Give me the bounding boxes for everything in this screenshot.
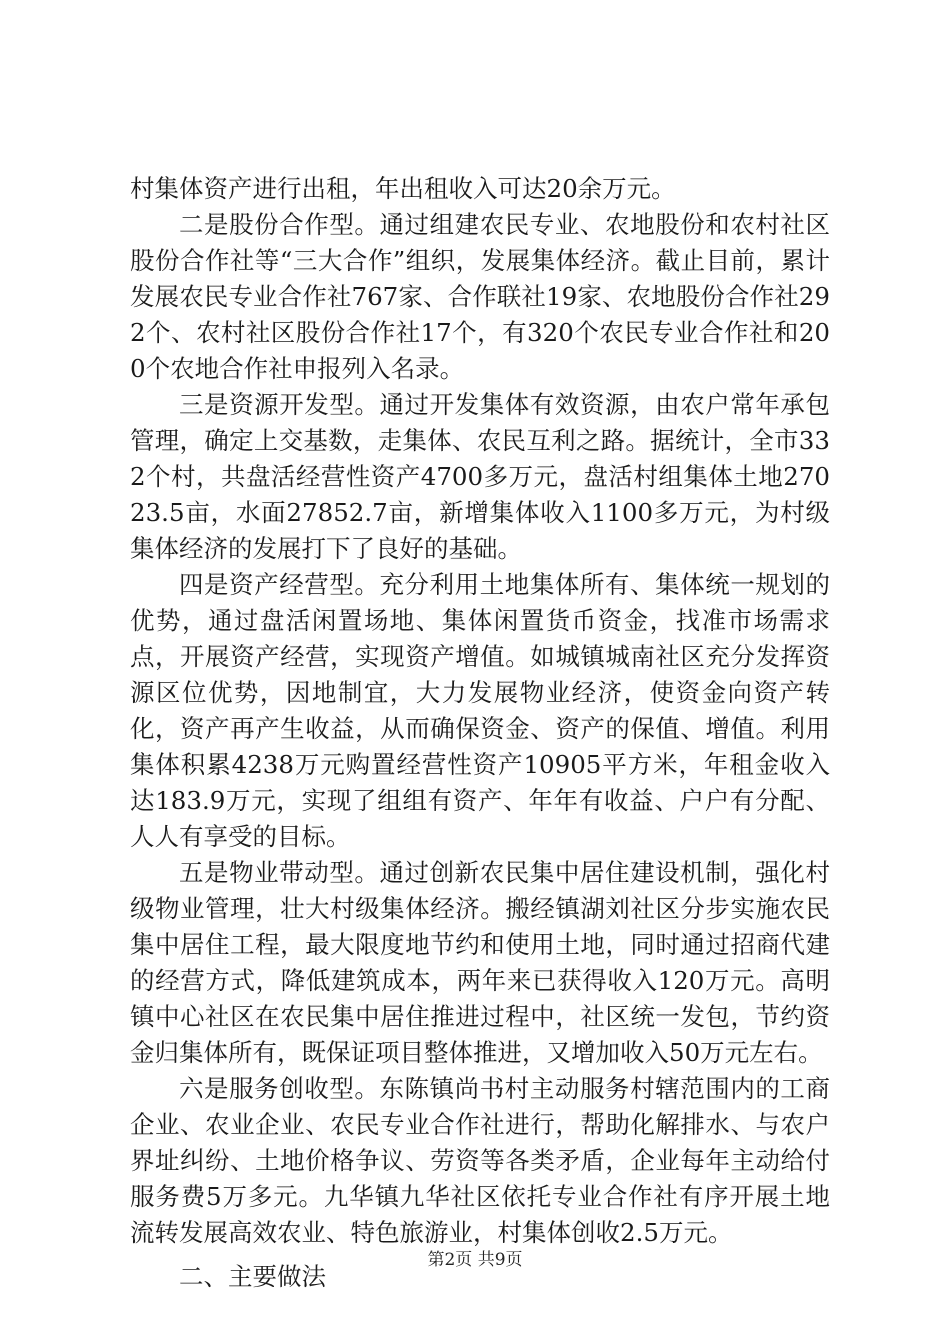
- paragraph-asset-management: 四是资产经营型。充分利用土地集体所有、集体统一规划的优势，通过盘活闲置场地、集体闲置货币资金，找准市场需求点，开展资产经营，实现资产增值。如城镇城南社区充分发挥资源区位优势，因地制宜，大力发展物业经济，使资金向资产转化，资产再产生收益，从而确保资金、资产的保值、增值。利用集体积累4238万元购置经营性资产10905平方米，年租金收入达183.9万元，实现了组组有资产、年年有收益、户户有分配、人人有享受的目标。: [130, 570, 830, 851]
- paragraph-service-income: 六是服务创收型。东陈镇尚书村主动服务村辖范围内的工商企业、农业企业、农民专业合作社进行，帮助化解排水、与农户界址纠纷、土地价格争议、劳资等各类矛盾，企业每年主动给付服务费5万多元。九华镇九华社区依托专业合作社有序开展土地流转发展高效农业、特色旅游业，村集体创收2.5万元。: [130, 1074, 830, 1247]
- page-footer: 第2页 共9页: [427, 1250, 523, 1270]
- paragraph-property-driven: 五是物业带动型。通过创新农民集中居住建设机制，强化村级物业管理，壮大村级集体经济。搬经镇湖刘社区分步实施农民集中居住工程，最大限度地节约和使用土地，同时通过招商代建的经营方式，降低建筑成本，两年来已获得收入120万元。高明镇中心社区在农民集中居住推进过程中，社区统一发包，节约资金归集体所有，既保证项目整体推进，又增加收入50万元左右。: [130, 858, 830, 1067]
- section-heading: 二、主要做法: [179, 1262, 326, 1291]
- document-body: [130, 171, 830, 1295]
- paragraph-continuation: 村集体资产进行出租，年出租收入可达20余万元。: [130, 174, 676, 203]
- paragraph-shareholding-cooperation: 二是股份合作型。通过组建农民专业、农地股份和农村社区股份合作社等“三大合作”组织，发展集体经济。截止目前，累计发展农民专业合作社767家、合作联社19家、农地股份合作社292个、农村社区股份合作社17个，有320个农民专业合作社和200个农地合作社申报列入名录。: [130, 210, 830, 383]
- paragraph-resource-development: 三是资源开发型。通过开发集体有效资源，由农户常年承包管理，确定上交基数，走集体、农民互利之路。据统计，全市332个村，共盘活经营性资产4700多万元，盘活村组集体土地27023.5亩，水面27852.7亩，新增集体收入1100多万元，为村级集体经济的发展打下了良好的基础。: [130, 390, 830, 563]
